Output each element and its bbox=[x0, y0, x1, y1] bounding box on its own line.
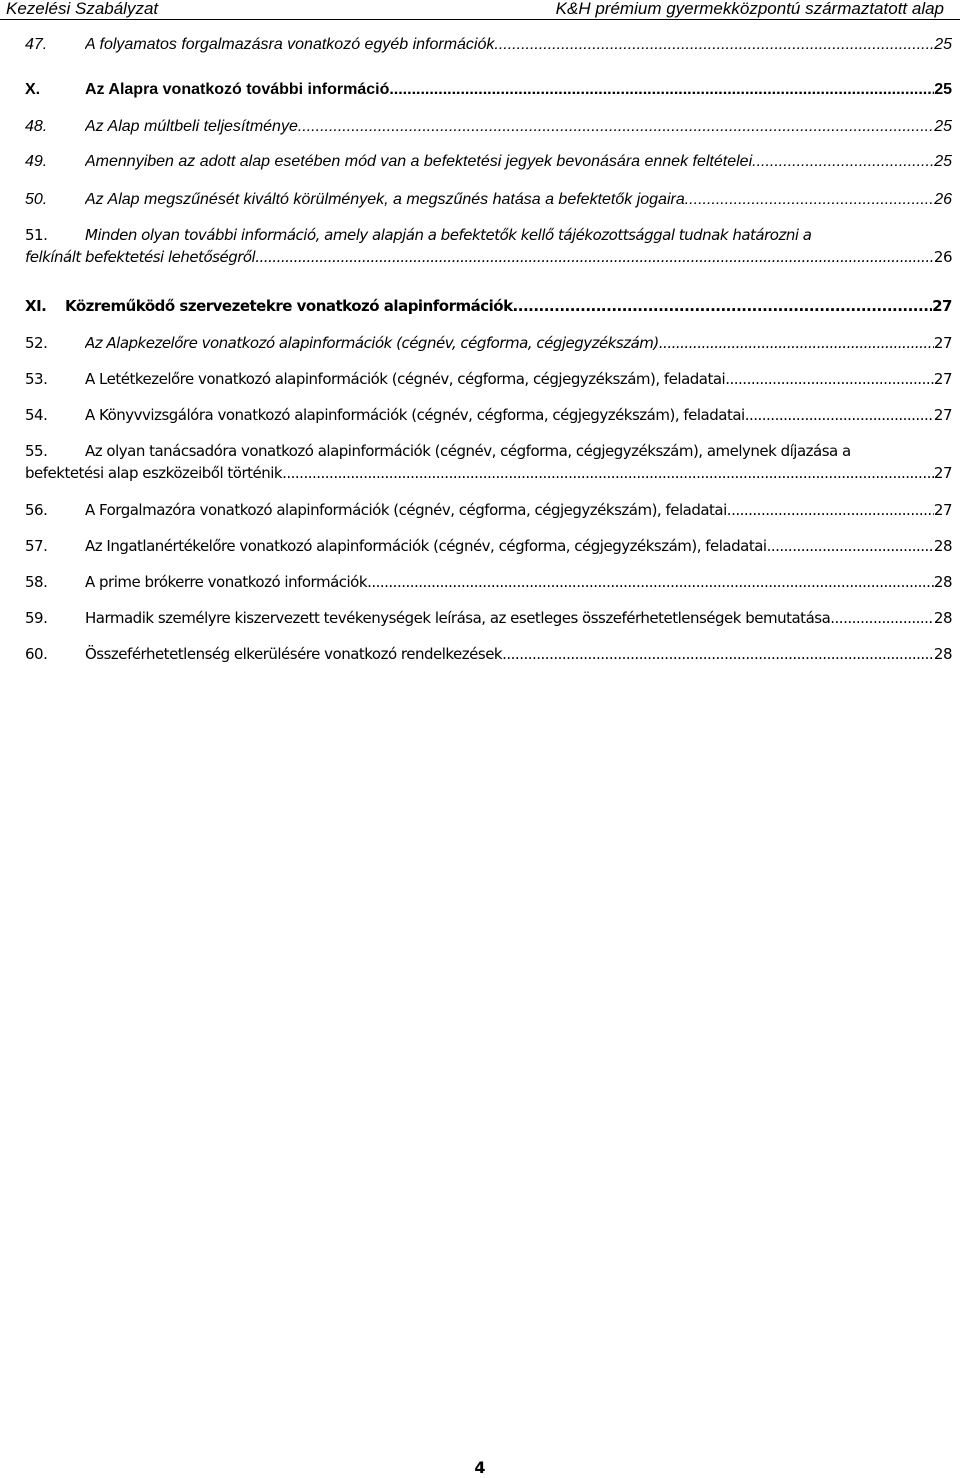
toc-title-line1: Minden olyan további információ, amely alapján a befektetők kellő tájékozottsággal tudnak határozni a bbox=[85, 226, 812, 244]
toc-leader bbox=[685, 189, 934, 211]
toc-page: 27 bbox=[933, 406, 952, 424]
toc-leader bbox=[513, 295, 933, 317]
toc-leader bbox=[830, 607, 934, 629]
page-header bbox=[0, 0, 960, 20]
toc-page: 27 bbox=[932, 297, 952, 315]
toc-leader bbox=[298, 116, 934, 138]
toc-leader bbox=[255, 246, 934, 268]
toc-page: 26 bbox=[934, 191, 952, 208]
toc-title: Közreműködő szervezetekre vonatkozó alapinformációk bbox=[65, 297, 513, 315]
toc-title: Összeférhetetlenség elkerülésére vonatkozó rendelkezések bbox=[85, 645, 503, 663]
toc-entry-48[interactable] bbox=[0, 116, 960, 138]
toc-title: Az Alap múltbeli teljesítménye bbox=[85, 118, 298, 135]
toc-entry-49[interactable] bbox=[0, 151, 960, 173]
toc-number: 49. bbox=[25, 153, 48, 170]
toc-title: A Letétkezelőre vonatkozó alapinformációk (cégnév, cégforma, cégjegyzékszám), feladatai bbox=[85, 370, 726, 388]
toc-number: 60. bbox=[25, 645, 48, 663]
toc-title-line2: befektetési alap eszközeiből történik bbox=[25, 464, 283, 482]
toc-title: Harmadik személyre kiszervezett tevékenységek leírása, az esetleges összeférhetetlenségek bemutatása bbox=[85, 609, 831, 627]
header-fund-name: K&H prémium gyermekközpontú származtatott alap bbox=[555, 0, 944, 18]
toc-page: 28 bbox=[933, 645, 952, 663]
toc-leader bbox=[282, 462, 934, 484]
toc-number: X. bbox=[25, 81, 41, 98]
toc-page: 28 bbox=[933, 609, 952, 627]
toc-number: 54. bbox=[25, 406, 48, 424]
toc-entry-57[interactable] bbox=[0, 535, 960, 557]
toc-leader bbox=[389, 79, 934, 101]
toc-entry-60[interactable] bbox=[0, 643, 960, 665]
toc-leader bbox=[367, 571, 934, 593]
toc-number: 48. bbox=[25, 118, 48, 135]
toc-page: 27 bbox=[933, 501, 952, 519]
toc-number: 51. bbox=[25, 226, 48, 244]
toc-leader bbox=[727, 499, 934, 521]
toc-number: 47. bbox=[25, 36, 48, 53]
toc-title: Az Alapra vonatkozó további információ bbox=[85, 81, 390, 98]
toc-number: 59. bbox=[25, 609, 48, 627]
toc-leader bbox=[767, 535, 934, 557]
toc-entry-59[interactable] bbox=[0, 607, 960, 629]
header-document-title: Kezelési Szabályzat bbox=[6, 0, 159, 18]
toc-leader bbox=[659, 332, 934, 354]
toc-title: A folyamatos forgalmazásra vonatkozó egyéb információk bbox=[85, 36, 495, 53]
toc-leader bbox=[502, 643, 934, 665]
toc-entry-53[interactable] bbox=[0, 368, 960, 390]
toc-page: 25 bbox=[934, 153, 952, 170]
toc-number: 50. bbox=[25, 191, 48, 208]
toc-number: 56. bbox=[25, 501, 48, 519]
toc-entry-50[interactable] bbox=[0, 189, 960, 211]
toc-title: Amennyiben az adott alap esetében mód van a befektetési jegyek bevonására ennek feltételei bbox=[85, 153, 753, 170]
toc-number: 57. bbox=[25, 537, 48, 555]
toc-title: A Forgalmazóra vonatkozó alapinformációk (cégnév, cégforma, cégjegyzékszám), feladatai bbox=[85, 501, 727, 519]
toc-page: 25 bbox=[934, 36, 952, 53]
toc-number: 53. bbox=[25, 370, 48, 388]
toc-number: 55. bbox=[25, 442, 48, 460]
toc-title-line2: felkínált befektetési lehetőségről bbox=[25, 248, 256, 266]
toc-title: A Könyvvizsgálóra vonatkozó alapinformációk (cégnév, cégforma, cégjegyzékszám), feladatai bbox=[85, 406, 745, 424]
toc-entry-x[interactable] bbox=[0, 79, 960, 101]
toc-title: Az Ingatlanértékelőre vonatkozó alapinformációk (cégnév, cégforma, cégjegyzékszám), feladatai bbox=[85, 537, 767, 555]
toc-entry-55[interactable] bbox=[0, 440, 960, 484]
toc-page: 25 bbox=[934, 81, 952, 98]
toc-page: 27 bbox=[933, 334, 952, 352]
toc-leader bbox=[725, 368, 934, 390]
toc-entry-54[interactable] bbox=[0, 404, 960, 426]
toc-title: Az Alap megszűnését kiváltó körülmények, a megszűnés hatása a befektetők jogaira bbox=[85, 191, 685, 208]
toc-leader bbox=[494, 34, 934, 56]
toc-entry-58[interactable] bbox=[0, 571, 960, 593]
toc-entry-47[interactable] bbox=[0, 34, 960, 56]
toc-number: 52. bbox=[25, 334, 48, 352]
toc-number: XI. bbox=[25, 297, 47, 315]
toc-entry-51[interactable] bbox=[0, 224, 960, 268]
toc-page: 27 bbox=[933, 370, 952, 388]
toc-number: 58. bbox=[25, 573, 48, 591]
toc-title: A prime brókerre vonatkozó információk bbox=[85, 573, 368, 591]
toc-entry-52[interactable] bbox=[0, 332, 960, 354]
toc-leader bbox=[752, 151, 934, 173]
toc-leader bbox=[745, 404, 934, 426]
toc-entry-xi[interactable] bbox=[0, 295, 960, 317]
toc-title: Az Alapkezelőre vonatkozó alapinformációk (cégnév, cégforma, cégjegyzékszám) bbox=[85, 334, 659, 352]
toc-page: 28 bbox=[933, 537, 952, 555]
toc-page: 27 bbox=[933, 464, 952, 482]
page-number: 4 bbox=[474, 1458, 486, 1477]
toc-title-line1: Az olyan tanácsadóra vonatkozó alapinformációk (cégnév, cégforma, cégjegyzékszám), amelynek díjazása a bbox=[85, 442, 851, 460]
toc-page: 25 bbox=[934, 118, 952, 135]
toc-entry-56[interactable] bbox=[0, 499, 960, 521]
toc-page: 26 bbox=[933, 248, 952, 266]
toc-page: 28 bbox=[933, 573, 952, 591]
